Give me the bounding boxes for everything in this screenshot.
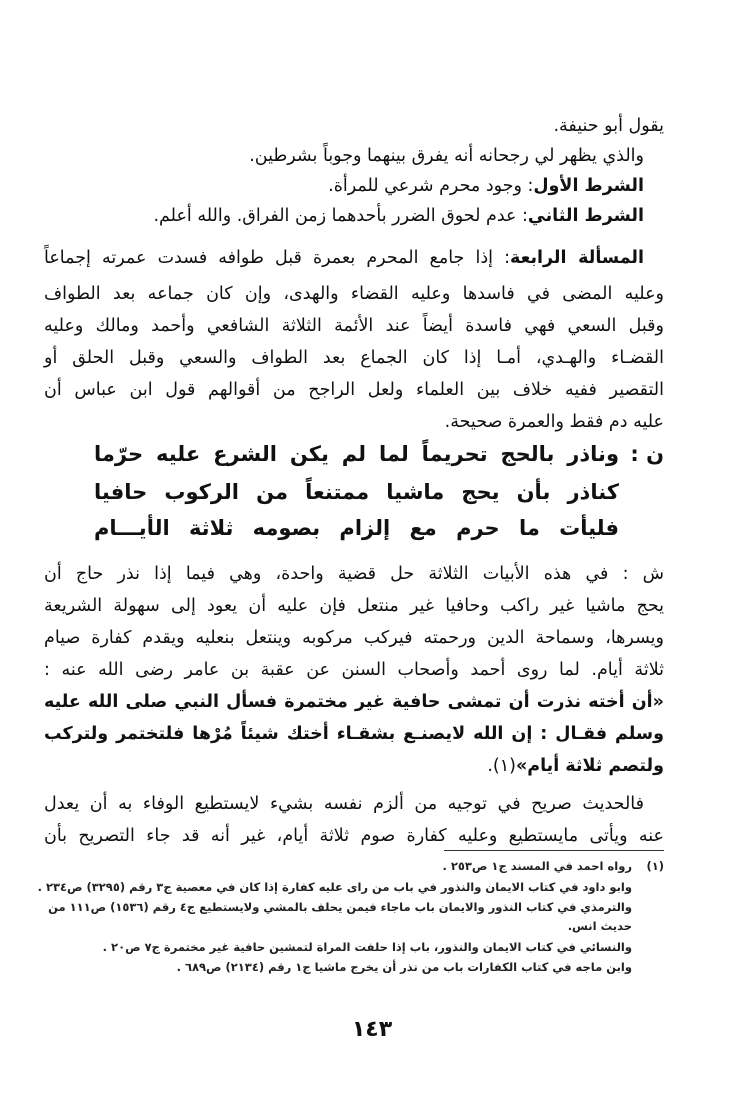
text-line: يقول أبو حنيفة. <box>553 116 664 136</box>
verse-label: ن : <box>630 442 664 466</box>
issue4-first-line <box>44 244 644 272</box>
hadith-line: وسلم فقـال : إن الله لايصنـع بشقـاء أختك شيئاً مُرْها فلتختمر ولتركب <box>44 724 664 744</box>
condition-first-label: الشرط الأول <box>533 176 644 196</box>
issue4-first-line-text: : إذا جامع المحرم بعمرة قبل طوافه فسدت عمرته إجماعاً <box>44 248 510 268</box>
verse-line: فليأت ما حرم مع إلزام بصومه ثلاثة الأيـــام <box>94 516 619 540</box>
footnote-line: رواه احمد في المسند ج١ ص٢٥٣ . <box>442 859 632 873</box>
text-line: عليه دم فقط والعمرة صحيحة. <box>444 412 664 432</box>
text-line: فالحديث صريح في توجيه من ألزم نفسه بشيء لايستطيع الوفاء به أن يعدل <box>44 794 644 814</box>
footnote-line: حديث انس. <box>567 919 632 933</box>
text-line: وقبل السعي فهي فاسدة أيضاً عند الأئمة الثلاثة الشافعي وأحمد ومالك وعليه <box>44 316 664 336</box>
footnote-line: وابن ماجه في كتاب الكفارات باب من نذر أن يخرج ماشيا ج١ رقم (٢١٣٤) ص٦٨٩ . <box>176 960 632 974</box>
hadith-line: «أن أخته نذرت أن تمشى حافية غير مختمرة فسأل النبي صلى الله عليه <box>44 692 664 712</box>
hadith-text: ولتصم ثلاثة أيام» <box>515 756 664 776</box>
condition-second <box>24 202 644 230</box>
footnote-line: وابو داود في كتاب الايمان والنذور في باب من راى عليه كفارة إذا كان في معصية ج٣ رقم (٣٢٩٥) ص٢٣٤ . <box>37 880 632 894</box>
condition-first-text: : وجود محرم شرعي للمرأة. <box>328 176 534 196</box>
condition-second-text: : عدم لحوق الضرر بأحدهما زمن الفراق. والله أعلم. <box>153 206 528 226</box>
text-line: ويسرها، وسماحة الدين ورحمته فيركب مركوبه وينتعل بنعليه ويقدم كفارة صيام <box>44 628 664 648</box>
footnote-number: (١) <box>646 859 664 873</box>
footnote-divider <box>444 850 664 851</box>
footnote-line: والنسائي في كتاب الايمان والنذور، باب إذا حلفت المراة لتمشين حافية غير مختمرة ج٧ ص٢٠ . <box>102 940 632 954</box>
text-line: يحج ماشيا غير راكب وحافيا غير منتعل فإن عليه أن يعود إلى سهولة الشريعة <box>44 596 664 616</box>
text-line: وعليه المضى في فاسدها وعليه القضاء والهدى، وإن كان جماعه بعد الطواف <box>44 284 664 304</box>
text-line: ثلاثة أيام. لما روى أحمد وأصحاب السنن عن عقبة بن عامر رضى الله عنه : <box>44 660 664 680</box>
text-line: والذي يظهر لي رجحانه أنه يفرق بينهما وجوباً بشرطين. <box>249 146 644 166</box>
hadith-line-last <box>44 752 664 780</box>
condition-second-label: الشرط الثاني <box>527 206 644 226</box>
condition-first <box>24 172 644 200</box>
issue4-label: المسألة الرابعة <box>509 248 644 268</box>
text-line: عنه ويأتى مايستطيع وعليه كفارة صوم ثلاثة أيام، غير أنه قد جاء التصريح بأن <box>44 826 664 846</box>
verse-line: وناذر بالحج تحريماً لما لم يكن الشرع عليه حرّما <box>94 442 619 466</box>
page-number: ١٤٣ <box>351 1017 393 1042</box>
text-line: التقصير ففيه خلاف بين العلماء ولعل الراجح من أقوالهم قول ابن عباس أن <box>44 380 664 400</box>
text-line: القضـاء والهـدي، أمـا إذا كان الجماع بعد الطواف والسعي وقبل الحلق أو <box>44 348 664 368</box>
text-line: ش : في هذه الأبيات الثلاثة حل قضية واحدة، وهي فيما إذا نذر حاج أن <box>44 564 664 584</box>
footnote-reference: (١). <box>487 756 516 776</box>
footnote-line: والترمذي في كتاب النذور والايمان باب ماجاء فيمن يحلف بالمشي ولايستطيع ج٤ رقم (١٥٣٦) ص١١١ من <box>48 900 632 914</box>
verse-line: كناذر بأن يحج ماشيا ممتنعاً من الركوب حافيا <box>94 480 619 504</box>
